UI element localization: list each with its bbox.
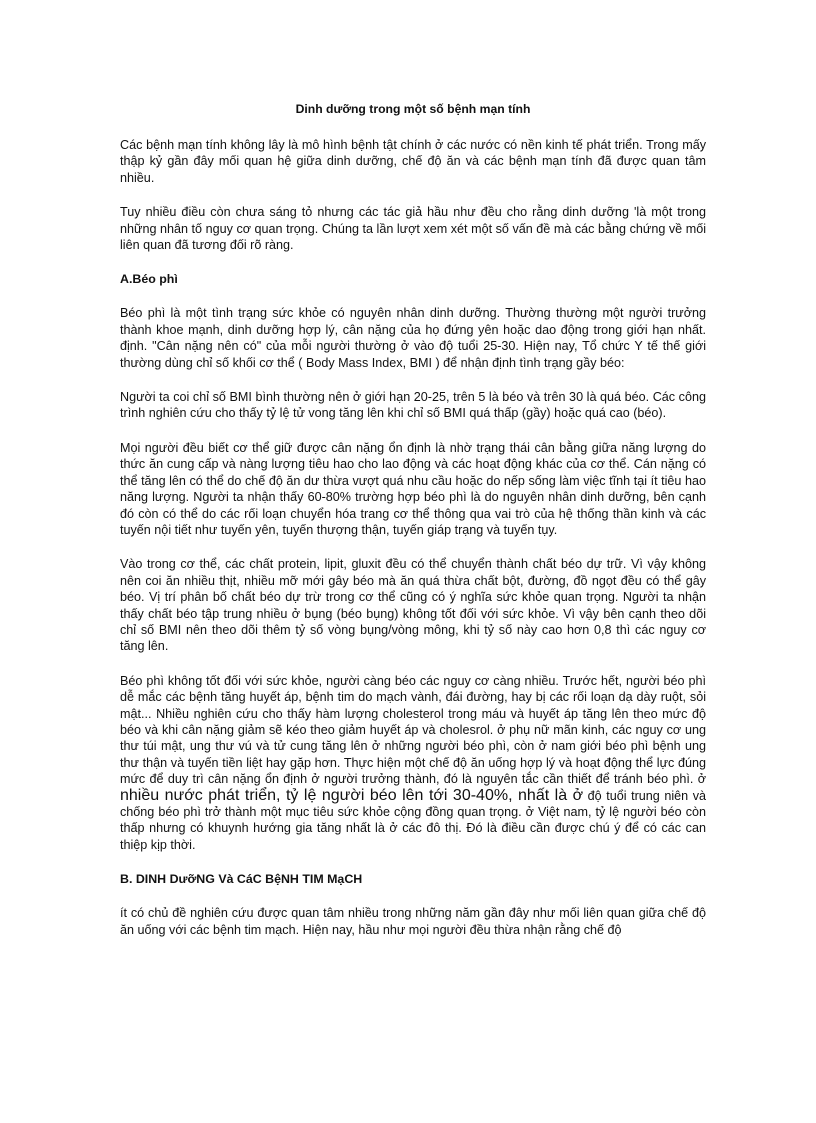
section-a-paragraph-5	[120, 673, 706, 853]
section-a-paragraph-3: Mọi người đều biết cơ thể giữ được cân nặng ổn định là nhờ trạng thái cân bằng giữa năng lượng do thức ăn cung cấp và nàng lượng tiêu hao cho lao động và các hoạt động khác của cơ thể. Cán nặng có thể tăng lên có thể do chế độ ăn dư thừa vượt quá nhu cầu hoặc do nếp sống làm việc tĩnh tại ít tiêu hao năng lượng. Người ta nhận thấy 60-80% trường hợp béo phì là do nguyên nhân dinh dưỡng, bên cạnh đó còn có thể do các rối loạn chuyển hóa trang cơ thể thông qua vai trò của hệ thống thần kinh và các tuyến nội tiết như tuyến yên, tuyến thượng thận, tuyến giáp trạng và tuyến tụy.	[120, 440, 706, 537]
intro-paragraph-1: Các bệnh mạn tính không lây là mô hình bệnh tật chính ở các nước có nền kinh tế phát triển. Trong mấy thập kỷ gần đây mối quan hệ giữa dinh dưỡng, chế độ ăn và các bệnh mạn tính đã được quan tâm nhiều.	[120, 138, 706, 185]
section-a-paragraph-1: Béo phì là một tình trạng sức khỏe có nguyên nhân dinh dưỡng. Thường thường một người trưởng thành khoe mạnh, dinh dưỡng hợp lý, cân nặng của họ đứng yên hoặc dao động trong giới hạn nhất. định. "Cân nặng nên có" của mỗi người thường ở vào độ tuổi 25-30. Hiện nay, Tổ chức Y tế thế giới thường dùng chỉ số khối cơ thể ( Body Mass Index, BMI ) để nhận định tình trạng gầy béo:	[120, 306, 706, 370]
page-title: Dinh dưỡng trong một số bệnh mạn tính	[295, 102, 531, 116]
section-a-paragraph-4: Vào trong cơ thể, các chất protein, lipit, gluxit đều có thể chuyển thành chất béo dự trữ. Vì vậy không nên coi ăn nhiều thịt, nhiều mỡ mới gây béo mà ăn quá thừa chất bột, đường, đồ ngọt đều có thể gây béo. Vị trí phân bố chất béo dự trừ trong cơ thể cũng có ý nghĩa sức khỏe quan trọng. Người ta nhận thấy chất béo tập trung nhiều ở bụng (béo bụng) không tốt đối với sức khỏe. Vì vậy bên cạnh theo dõi chỉ số BMI nên theo dõi thêm tỷ số vòng bụng/vòng mông, khi tỷ số này cao hơn 0,8 thì các nguy cơ tăng lên.	[120, 557, 706, 654]
section-b-heading: B. DINH DưỡNG Và CáC BệNH TIM MạCH	[120, 872, 363, 887]
section-b-paragraph-1: ít có chủ đề nghiên cứu được quan tâm nhiều trong những năm gần đây như mối liên quan giữa chế độ ăn uống với các bệnh tim mạch. Hiện nay, hầu như mọi người đều thừa nhận rằng chế độ	[120, 906, 706, 937]
section-a-paragraph-2: Người ta coi chỉ số BMI bình thường nên ở giới hạn 20-25, trên 5 là béo và trên 30 là quá béo. Các công trình nghiên cứu cho thấy tỷ lệ tử vong tăng lên khi chỉ số BMI quá thấp (gầy) hoặc quá cao (béo).	[120, 390, 706, 421]
intro-paragraph-2: Tuy nhiều điều còn chưa sáng tỏ nhưng các tác giả hầu như đều cho rằng dinh dưỡng 'là một trong những nhân tố nguy cơ quan trọng. Chúng ta lần lượt xem xét một số vấn đề mà các bằng chứng về mối liên quan đã tương đối rõ ràng.	[120, 205, 706, 253]
paragraph-5-text-a: Béo phì không tốt đối với sức khỏe, người càng béo các nguy cơ càng nhiều. Trước hết, người béo phì dễ mắc các bệnh tăng huyết áp, bệnh tim do mạch vành, đái đường, hay bị các rối loạn dạ dày ruột, sỏi mật... Nhiều nghiên cứu cho thấy hàm lượng cholesterol trong máu và huyết áp tăng lên theo mức độ béo và khi cân nặng giảm sẽ kéo theo giảm huyết áp và cholesrol. ở phụ nữ mãn kinh, các nguy cơ ung thư túi mật, ung thư vú và tử cung tăng lên ở những người béo phì, còn ở nam giới béo phì bệnh ung thư thận và tuyến tiền liệt hay gặp hơn. Thực hiện một chế độ ăn uống hợp lý và hoạt động thể lực đúng mức để duy trì cân nặng ổn định ở người trưởng thành, đó là nguyên tắc cần thiết để tránh béo phì. ở	[120, 673, 706, 787]
paragraph-5-large-text: nhiều nước phát triển, tỷ lệ người béo lên tới 30-40%, nhất là ở	[120, 786, 584, 804]
paragraph-5-text-b: độ tuổi trung niên và chống béo phì trở thành một mục tiêu sức khỏe cộng đồng quan trọng. ở Việt nam, tỷ lệ người béo còn thấp nhưng có khuynh hướng gia tăng nhất là ở các đô thị. Đó là điều cần được chú ý để có các can thiệp kịp thời.	[120, 788, 707, 852]
section-a-heading: A.Béo phì	[120, 272, 178, 287]
